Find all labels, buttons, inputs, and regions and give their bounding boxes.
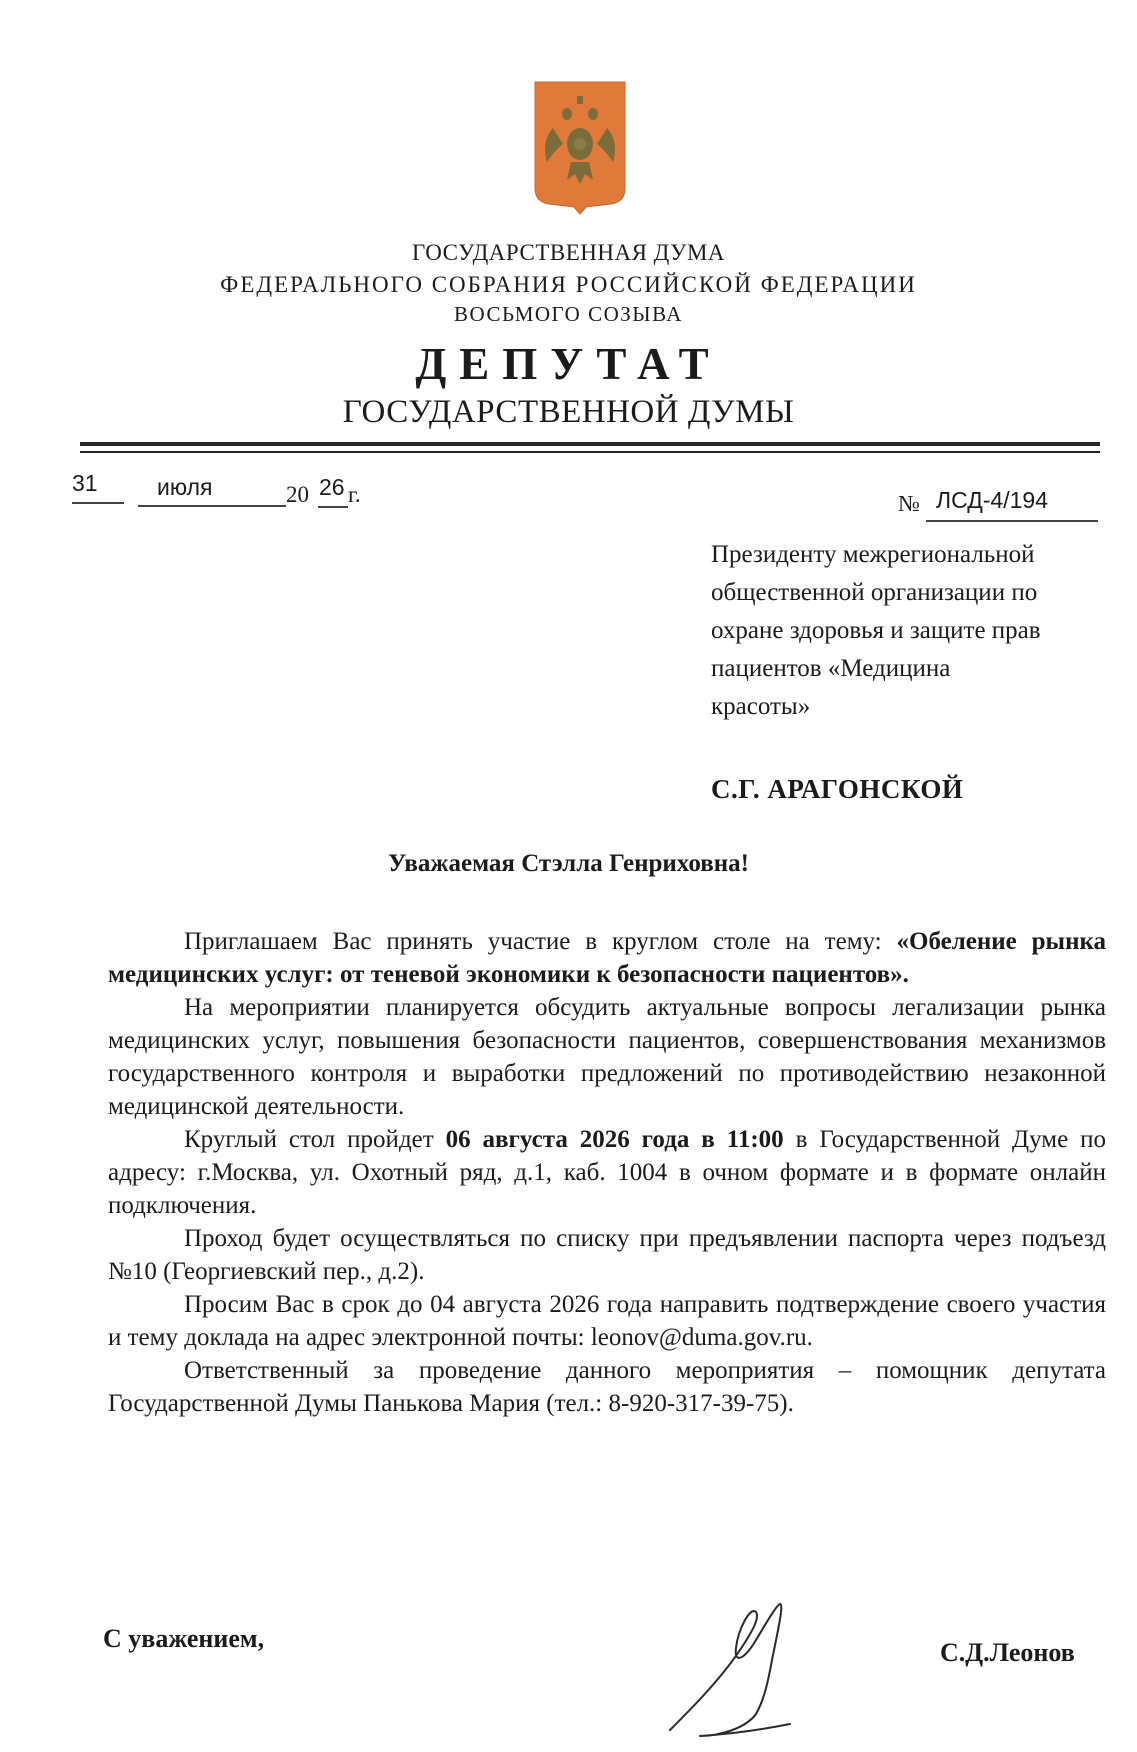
handwritten-signature	[660, 1590, 830, 1740]
addressee-name: С.Г. АРАГОНСКОЙ	[711, 774, 964, 804]
addressee-block	[711, 536, 1111, 726]
letterhead-line1: ГОСУДАРСТВЕННАЯ ДУМА	[412, 240, 725, 265]
paragraph-agenda: На мероприятии планируется обсудить актуальные вопросы легализации рынка медицинских услуг, повышения безопасности пациентов, совершенствования механизмов государственного контроля и выработки предложений по противодействию незаконной медицинской деятельности.	[108, 994, 1106, 1120]
event-topic: «Обеление рынка медицинских услуг: от теневой экономики к безопасности пациентов».	[108, 928, 1106, 988]
letterhead-subtitle: ГОСУДАРСТВЕННОЙ ДУМЫ	[342, 394, 795, 430]
salutation: Уважаемая Стэлла Генриховна!	[388, 850, 749, 877]
date-year: 26	[319, 474, 345, 500]
letterhead-line3: ВОСЬМОГО СОЗЫВА	[454, 302, 683, 326]
coat-of-arms-icon	[533, 80, 627, 216]
addressee-line1: Президенту межрегиональной	[711, 541, 1035, 568]
addressee-line3: охране здоровья и защите прав	[711, 617, 1041, 644]
paragraph-datetime	[108, 1123, 1106, 1222]
letter-body	[108, 925, 1106, 1420]
date-year-underline	[318, 506, 348, 508]
signer-name: С.Д.Леонов	[940, 1638, 1075, 1667]
event-datetime: 06 августа 2026 года в 11:00	[445, 1126, 784, 1153]
addressee-line4: пациентов «Медицина	[711, 655, 951, 682]
event-location: в Государственной Думе по адресу: г.Москва, ул. Охотный ряд, д.1, каб. 1004 в очном формате и в формате онлайн подключения.	[108, 1126, 1107, 1219]
date-century: 20	[286, 482, 309, 507]
date-suffix: г.	[348, 482, 361, 507]
letterhead-line2: ФЕДЕРАЛЬНОГО СОБРАНИЯ РОССИЙСКОЙ ФЕДЕРАЦИИ	[220, 272, 917, 297]
paragraph-entry: Проход будет осуществляться по списку при предъявлении паспорта через подъезд №10 (Георгиевский пер., д.2).	[108, 1225, 1106, 1285]
date-day-underline	[72, 502, 124, 504]
datetime-intro: Круглый стол пройдет	[184, 1126, 446, 1153]
date-month: июля	[157, 474, 213, 500]
addressee-line5: красоты»	[711, 693, 811, 720]
paragraph-invitation	[108, 925, 1106, 991]
addressee-line2: общественной организации по	[711, 579, 1038, 606]
paragraph-confirmation: Просим Вас в срок до 04 августа 2026 года направить подтверждение своего участия и тему доклада на адрес электронной почты: leonov@duma.gov.ru.	[108, 1291, 1106, 1351]
invitation-text: Приглашаем Вас принять участие в круглом столе на тему:	[184, 928, 897, 955]
header-divider-thick	[80, 442, 1100, 446]
number-sign: №	[898, 491, 920, 516]
date-day: 31	[72, 470, 98, 496]
date-month-underline	[138, 505, 286, 507]
number-value: ЛСД-4/194	[936, 487, 1048, 513]
letterhead-title: ДЕПУТАТ	[415, 339, 722, 389]
header-divider-thin	[80, 451, 1100, 453]
closing-phrase: С уважением,	[103, 1624, 265, 1653]
paragraph-contact: Ответственный за проведение данного мероприятия – помощник депутата Государственной Думы Панькова Мария (тел.: 8-920-317-39-75).	[108, 1357, 1106, 1417]
number-underline	[926, 520, 1098, 522]
